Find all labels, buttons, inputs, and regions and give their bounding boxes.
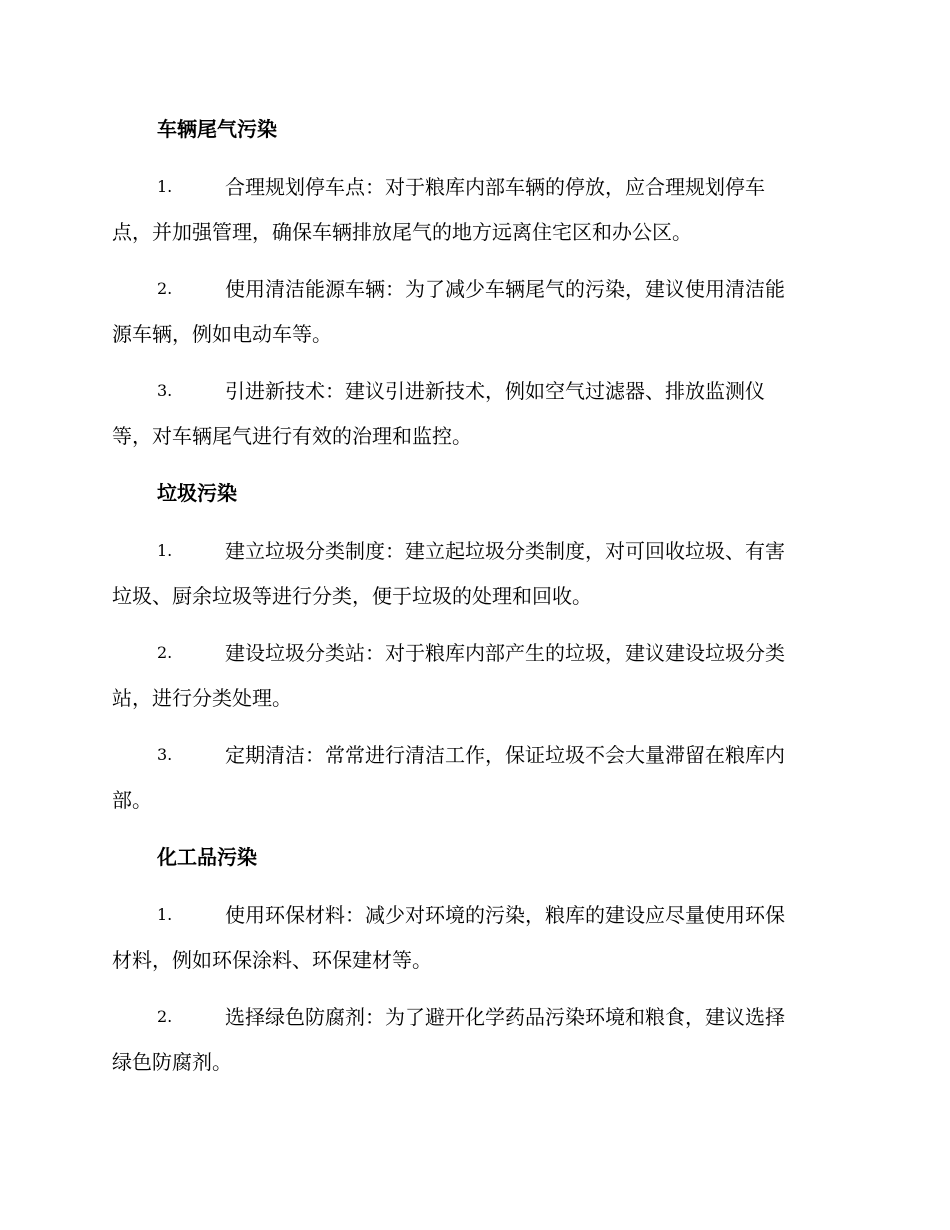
list-item-text-line2: 材料，例如环保涂料、环保建材等。 [112,948,432,972]
list-item-text-line2: 部。 [112,788,152,812]
list-item-text-line1: 引进新技术：建议引进新技术，例如空气过滤器、排放监测仪 [225,379,765,403]
list-item-text-line2: 等，对车辆尾气进行有效的治理和监控。 [112,424,472,448]
list-item-text-line1: 建立垃圾分类制度：建立起垃圾分类制度，对可回收垃圾、有害 [225,539,785,563]
list-item-text-line1: 合理规划停车点：对于粮库内部车辆的停放，应合理规划停车 [225,175,765,199]
list-item-text-line1: 建设垃圾分类站：对于粮库内部产生的垃圾，建议建设垃圾分类 [225,641,785,665]
list-item-text-line1: 定期清洁：常常进行清洁工作，保证垃圾不会大量滞留在粮库内 [225,743,785,767]
section-title-chemical: 化工品污染 [157,845,257,869]
list-number: 1. [157,905,173,924]
list-item-text-line2: 绿色防腐剂。 [112,1050,232,1074]
list-item-text-line2: 站，进行分类处理。 [112,686,292,710]
list-item-text-line1: 使用环保材料：减少对环境的污染，粮库的建设应尽量使用环保 [225,903,785,927]
list-item-text-line1: 使用清洁能源车辆：为了减少车辆尾气的污染，建议使用清洁能 [225,277,785,301]
section-title-vehicle-exhaust: 车辆尾气污染 [157,117,277,141]
list-number: 2. [157,279,173,298]
list-number: 2. [157,1007,173,1026]
list-item-text-line2: 源车辆，例如电动车等。 [112,322,332,346]
list-number: 2. [157,643,173,662]
list-number: 3. [157,381,173,400]
list-number: 1. [157,177,173,196]
list-item-text-line2: 点，并加强管理，确保车辆排放尾气的地方远离住宅区和办公区。 [112,220,692,244]
list-number: 1. [157,541,173,560]
list-number: 3. [157,745,173,764]
list-item-text-line1: 选择绿色防腐剂：为了避开化学药品污染环境和粮食，建议选择 [225,1005,785,1029]
list-item-text-line2: 垃圾、厨余垃圾等进行分类，便于垃圾的处理和回收。 [112,584,592,608]
section-title-garbage: 垃圾污染 [157,481,237,505]
